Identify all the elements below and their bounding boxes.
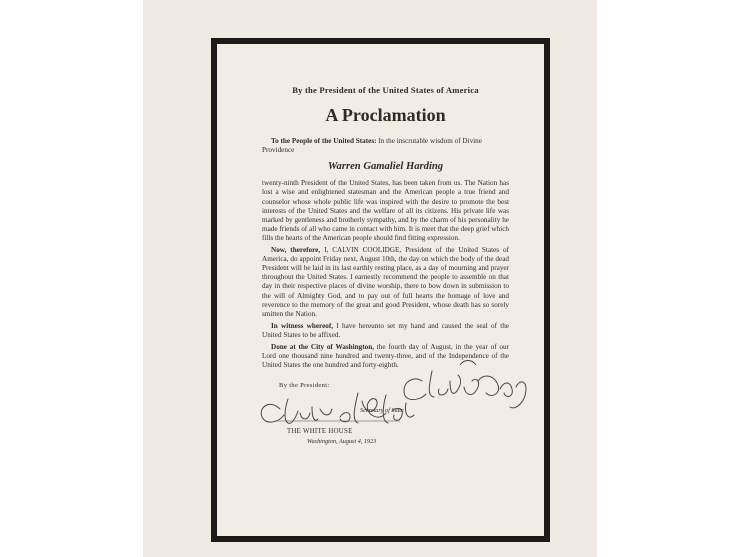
dateline: Washington, August 4, 1923 (307, 438, 377, 446)
paragraph-2-lead: Now, therefore, (271, 246, 321, 255)
paragraph-3-lead: In witness whereof, (271, 321, 334, 330)
paragraph-4-rest: the fourth day of August, in the year of our Lord one thousand nine hundred and twenty-three, and of the Independence of the United States the one hundred and forty-eighth. (262, 342, 510, 370)
signature-block (262, 379, 509, 457)
heading: By the President of the United States of America (292, 85, 479, 95)
paragraph-1: twenty-ninth President of the United States, has been taken from us. The Nation has lost a wise and enlightened statesman and the American people a true friend and counselor whose whole public life was inspired with the desire to promote the best interests of the United States and the welfare of all its citizens. His private life was marked by gentleness and brotherly sympathy, and by the charm of his personality he made friends of all who came in contact with him. It is meet that the deep grief which fills the hearts of the American people should find fitting expression. (262, 179, 509, 242)
paragraph-3-rest: I have hereunto set my hand and caused the seal of the United States to be affixed. (262, 321, 509, 339)
title: A Proclamation (325, 105, 446, 126)
by-the-president-label: By the President: (279, 382, 330, 390)
white-house-label: THE WHITE HOUSE (287, 428, 353, 436)
address-lead: To the People of the United States: (271, 137, 377, 146)
paragraph-3 (262, 322, 509, 340)
black-border-frame (211, 38, 550, 542)
proclamation-body (262, 86, 509, 457)
secretary-of-state-label: Secretary of State (360, 407, 404, 415)
paragraph-2-rest: I, CALVIN COOLIDGE, President of the United States of America, do appoint Friday next, August 10th, the day on which the body of the dead President will be laid in its last earthly resting place, as a day of mourning and prayer throughout the United States. I earnestly recommend the people to assemble on that day in their respective places of divine worship, there to bow down in submission to the will of Almighty God, and to pay out of full hearts the homage of love and reverence to the memory of the great and good President, whose death has so sorely smitten the Nation. (262, 246, 509, 318)
paragraph-4-lead: Done at the City of Washington, (271, 342, 375, 351)
address-rest: In the inscrutable wisdom of Divine Providence (262, 137, 482, 155)
president-name: Warren Gamaliel Harding (327, 161, 444, 173)
paragraph-2 (262, 246, 509, 319)
address-line (262, 137, 509, 155)
